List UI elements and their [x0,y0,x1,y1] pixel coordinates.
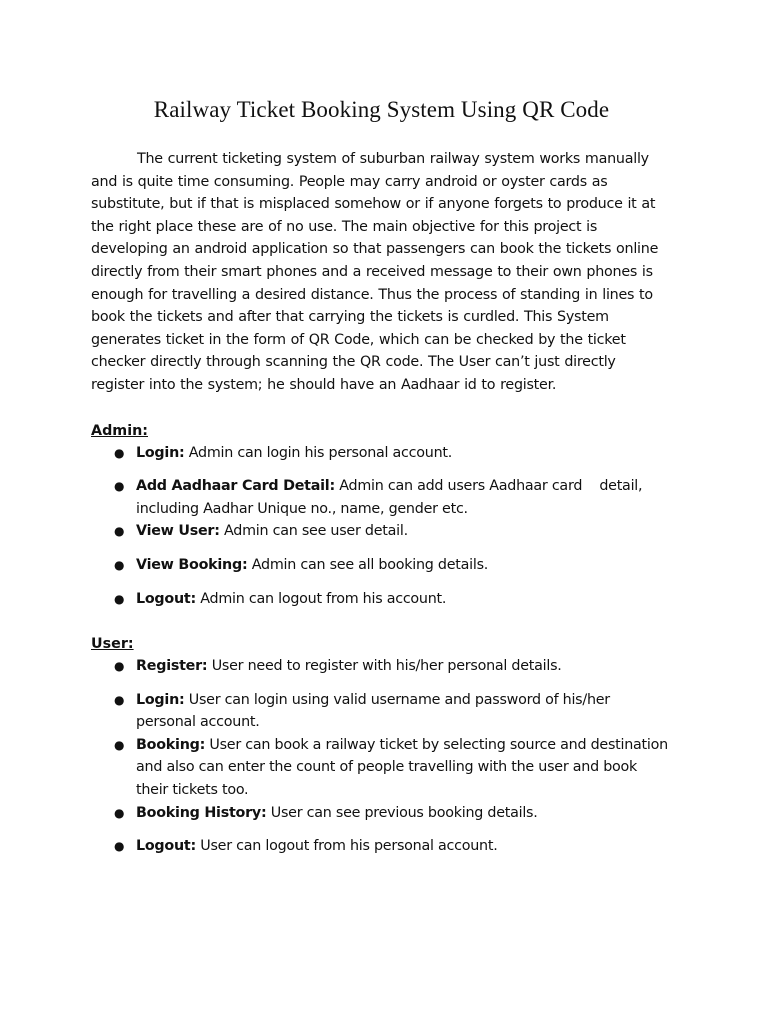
list-item [114,689,672,734]
admin-heading: Admin: [91,422,148,439]
list-item [114,835,672,858]
list-item [114,802,672,825]
bullet-icon: ● [114,479,125,494]
item-text: User can logout from his personal account. [195,838,498,855]
item-text: Admin can see all booking details. [247,556,489,573]
item-label: Logout: [136,590,196,607]
item-text: User can book a railway ticket by selecting source and destination and also can enter the count of people travelling with the user and book their tickets too. [136,736,668,799]
item-text: Admin can logout from his account. [195,590,447,607]
item-label: Add Aadhaar Card Detail: [136,478,335,495]
bullet-icon: ● [114,557,125,572]
admin-feature-list [91,442,672,611]
item-text: Admin can see user detail. [219,523,408,540]
bullet-icon: ● [114,445,125,460]
list-item [114,655,672,678]
bullet-icon: ● [114,659,125,674]
item-label: Logout: [136,838,196,855]
item-label: Login: [136,691,185,708]
bullet-icon: ● [114,737,125,752]
item-label: Login: [136,444,185,461]
list-item [114,442,672,465]
item-text: Admin can add users Aadhaar card detail, including Aadhar Unique no., name, gender etc. [136,478,647,517]
item-text: User need to register with his/her personal details. [207,658,562,675]
list-item [114,734,672,802]
item-text: Admin can login his personal account. [184,444,453,461]
item-text: User can login using valid username and password of his/her personal account. [136,691,610,731]
bullet-icon: ● [114,591,125,606]
list-item [114,588,672,611]
list-item [114,475,672,520]
item-text: User can see previous booking details. [266,804,538,821]
item-label: Booking History: [136,804,267,821]
item-label: View Booking: [136,556,248,573]
intro-paragraph: The current ticketing system of suburban railway system works manually and is quite time consuming. People may carry android or oyster cards as substitute, but if that is misplaced somehow or if anyone forgets to produce it at the right place these are of no use. The main objective for this project is developing an android application so that passengers can book the tickets online directly from their smart phones and a received message to their own phones is enough for travelling a desired distance. Thus the process of standing in lines to book the tickets and after that carrying the tickets is curdled. This System generates ticket in the form of QR Code, which can be checked by the ticket checker directly through scanning the QR code. The User can’t just directly register into the system; he should have an Aadhaar id to register. [91,151,659,393]
item-label: Booking: [136,736,206,753]
bullet-icon: ● [114,805,125,820]
list-item [114,554,672,577]
bullet-icon: ● [114,692,125,707]
bullet-icon: ● [114,839,125,854]
list-item [114,520,672,543]
user-feature-list [91,655,672,858]
item-label: Register: [136,658,208,675]
bullet-icon: ● [114,524,125,539]
document-title: Railway Ticket Booking System Using QR Code [153,97,610,122]
user-heading: User: [91,636,134,653]
item-label: View User: [136,523,220,540]
